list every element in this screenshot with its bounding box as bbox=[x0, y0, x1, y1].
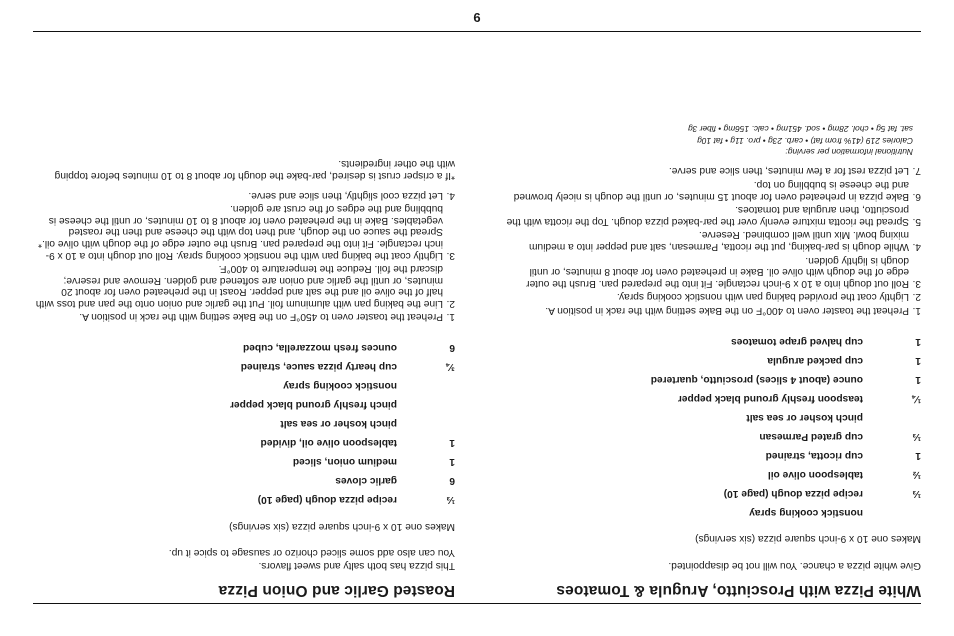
ingredient-row bbox=[33, 451, 455, 470]
step-number: 3. bbox=[446, 249, 455, 261]
step-number: 5. bbox=[912, 215, 921, 227]
ingredient-qty: 1 bbox=[915, 355, 921, 366]
ingredient-qty: ⅓ bbox=[912, 488, 921, 499]
step-number: 1. bbox=[446, 311, 455, 323]
ingredient-row bbox=[33, 489, 455, 508]
step-item bbox=[501, 178, 921, 201]
intro-line: Give white pizza a chance. You will not be disappointed. bbox=[668, 560, 921, 571]
ingredient-qty: 1 bbox=[449, 456, 455, 468]
ingredient-name: pinch kosher or sea salt bbox=[746, 412, 863, 423]
ingredient-qty: 1 bbox=[915, 374, 921, 385]
step-text: While dough is par-baking, put the ricotta, Parmesan, salt and pepper into a medium mixing bowl. Mix until well combined. Reserve. bbox=[529, 229, 909, 253]
ingredient-name: nonstick cooking spray bbox=[749, 507, 863, 518]
recipe-roasted-garlic-onion-pizza bbox=[33, 158, 455, 600]
ingredient-row bbox=[501, 463, 921, 482]
ingredient-row bbox=[501, 387, 921, 406]
ingredient-name: recipe pizza dough (page 10) bbox=[257, 494, 397, 506]
ingredient-row bbox=[33, 356, 455, 375]
nutrition-line: sat. fat 5g • chol. 28mg • sod. 451mg • calc. 156mg • fiber 3g bbox=[688, 124, 913, 135]
recipe-footnote: *If a crisper crust is desired, par-bake the dough for about 8 to 10 minutes before topping with the other ingredients. bbox=[54, 158, 455, 181]
ingredient-qty bbox=[397, 375, 455, 394]
step-number: 2. bbox=[912, 291, 921, 303]
step-list bbox=[33, 189, 455, 323]
ingredient-name: nonstick cooking spray bbox=[283, 380, 397, 392]
step-text: Preheat the toaster oven to 450°F on the Bake setting with the rack in position A. bbox=[79, 311, 443, 323]
ingredient-name: pinch kosher or sea salt bbox=[280, 418, 397, 430]
step-item bbox=[501, 229, 921, 252]
recipe-intro bbox=[33, 546, 455, 571]
ingredient-name: tablespoon olive oil bbox=[767, 469, 863, 480]
ingredient-row bbox=[501, 425, 921, 444]
ingredient-name: teaspoon freshly ground black pepper bbox=[677, 393, 863, 404]
step-number: 3. bbox=[912, 277, 921, 289]
nutrition-info bbox=[501, 123, 921, 157]
ingredient-row bbox=[33, 413, 455, 432]
ingredient-row bbox=[501, 406, 921, 425]
recipe-title: White Pizza with Prosciutto, Arugula & Tomatoes bbox=[556, 582, 921, 599]
ingredient-qty: 6 bbox=[449, 475, 455, 487]
step-item bbox=[33, 189, 455, 201]
step-text: Lightly coat the provided baking pan with nonstick cooking spray. bbox=[616, 291, 909, 303]
step-number: 7. bbox=[912, 165, 921, 177]
step-number: 4. bbox=[446, 189, 455, 201]
bottom-rule bbox=[33, 603, 921, 604]
step-number: 1. bbox=[912, 305, 921, 316]
ingredient-name: tablespoon olive oil, divided bbox=[260, 437, 397, 449]
ingredient-name: cup packed arugula bbox=[767, 355, 863, 366]
step-list bbox=[501, 165, 921, 316]
ingredient-name: ounces fresh mozzarella, cubed bbox=[243, 342, 397, 354]
ingredient-qty: ⅓ bbox=[446, 494, 455, 506]
ingredient-qty: 1 bbox=[449, 437, 455, 449]
step-number: 2. bbox=[446, 297, 455, 309]
intro-line: You can also add some sliced chorizo or sausage to spice it up. bbox=[168, 547, 455, 559]
recipe-title: Roasted Garlic and Onion Pizza bbox=[218, 582, 455, 599]
step-text: Let pizza rest for a few minutes, then slice and serve. bbox=[668, 165, 909, 177]
ingredient-list bbox=[33, 337, 455, 508]
ingredient-name: cup hearty pizza sauce, strained bbox=[240, 361, 397, 373]
ingredient-qty: ⅓ bbox=[912, 431, 921, 442]
ingredient-row bbox=[501, 444, 921, 463]
recipe-white-pizza bbox=[501, 123, 921, 600]
ingredient-name: cup grated Parmesan bbox=[759, 431, 863, 442]
step-text: Spread the ricotta mixture evenly over the par-baked pizza dough. Top the ricotta with the prosciutto, then arugula and tomatoes. bbox=[506, 204, 909, 227]
ingredient-row bbox=[33, 337, 455, 356]
nutrition-line: Calories 219 (41% from fat) • carb. 23g • pro. 11g • fat 10g bbox=[697, 135, 913, 146]
ingredient-row bbox=[501, 501, 921, 520]
ingredient-name: garlic cloves bbox=[335, 475, 397, 487]
step-text: Bake pizza in preheated oven for about 15 minutes, or until the dough is nicely browned and the cheese is bubbling on top. bbox=[513, 179, 909, 202]
step-item bbox=[33, 311, 455, 323]
intro-line: This pizza has both salty and sweet flavors. bbox=[258, 560, 455, 571]
step-number: 4. bbox=[912, 241, 921, 253]
ingredient-row bbox=[501, 349, 921, 368]
ingredient-qty: ½ bbox=[912, 469, 921, 480]
ingredient-qty: ¾ bbox=[446, 361, 455, 373]
ingredient-name: ounce (about 4 slices) prosciutto, quartered bbox=[650, 374, 863, 385]
recipe-yield: Makes one 10 x 9-inch square pizza (six servings) bbox=[695, 533, 921, 545]
rotated-content bbox=[33, 36, 921, 600]
step-item bbox=[501, 254, 921, 289]
step-text: Line the baking pan with aluminum foil. Put the garlic and onion onto the pan and toss with half of the olive oil and the salt and pepper. Roast in the preheated oven for about 20 minutes, or until the garlic and onion are softened and golden. Remove and reserve; discard the foil. Reduce the temperature to 400°F. bbox=[35, 263, 443, 309]
step-item bbox=[501, 291, 921, 303]
ingredient-row bbox=[501, 368, 921, 387]
ingredient-row bbox=[501, 482, 921, 501]
recipe-yield: Makes one 10 x 9-inch square pizza (six servings) bbox=[229, 521, 455, 532]
ingredient-qty bbox=[863, 406, 921, 425]
step-number: 6. bbox=[912, 190, 921, 202]
ingredient-name: cup ricotta, strained bbox=[765, 450, 863, 461]
ingredient-qty: 1 bbox=[915, 450, 921, 461]
ingredient-row bbox=[33, 375, 455, 394]
page-number: 6 bbox=[473, 10, 481, 25]
ingredient-name: medium onion, sliced bbox=[292, 456, 397, 468]
step-text: Roll out dough into a 10 x 9-inch rectangle. Fit into the prepared pan. Brush the outer edge of the dough with olive oil. Bake in preheated oven for about 8 minutes, or until dough is lightly golden. bbox=[526, 254, 909, 289]
top-rule bbox=[33, 31, 921, 32]
step-item bbox=[501, 165, 921, 177]
ingredient-qty: ¼ bbox=[912, 393, 921, 404]
ingredient-row bbox=[33, 432, 455, 451]
nutrition-heading: Nutritional information per serving: bbox=[785, 146, 913, 157]
ingredient-row bbox=[33, 394, 455, 413]
recipe-intro bbox=[501, 559, 921, 572]
ingredient-name: cup halved grape tomatoes bbox=[731, 336, 863, 347]
ingredient-row bbox=[501, 330, 921, 349]
ingredient-name: pinch freshly ground black pepper bbox=[230, 399, 397, 411]
step-item bbox=[501, 204, 921, 227]
ingredient-row bbox=[33, 470, 455, 489]
step-item bbox=[501, 304, 921, 316]
ingredient-list bbox=[501, 330, 921, 520]
step-text: Lightly coat the baking pan with the nonstick cooking spray. Roll out dough into a 10 x 9-inch rectangle. Fit into the prepared pan. Brush the outer edge of the dough with olive oil.* Spread the sauce on the dough, and then top with the cheese and then the roasted vegetables. Bake in the preheated oven for about 8 to 10 minutes, or until the cheese is bubbling and the edges of the crust are golden. bbox=[38, 203, 443, 261]
ingredient-name: recipe pizza dough (page 10) bbox=[723, 488, 863, 499]
step-item bbox=[33, 263, 455, 309]
step-item bbox=[33, 203, 455, 261]
ingredient-qty bbox=[863, 501, 921, 520]
ingredient-qty: 1 bbox=[915, 336, 921, 347]
step-text: Preheat the toaster oven to 400°F on the Bake setting with the rack in position A. bbox=[545, 305, 909, 316]
ingredient-qty bbox=[397, 394, 455, 413]
ingredient-qty: 6 bbox=[449, 342, 455, 354]
ingredient-qty bbox=[397, 413, 455, 432]
step-text: Let pizza cool slightly, then slice and serve. bbox=[248, 189, 443, 201]
